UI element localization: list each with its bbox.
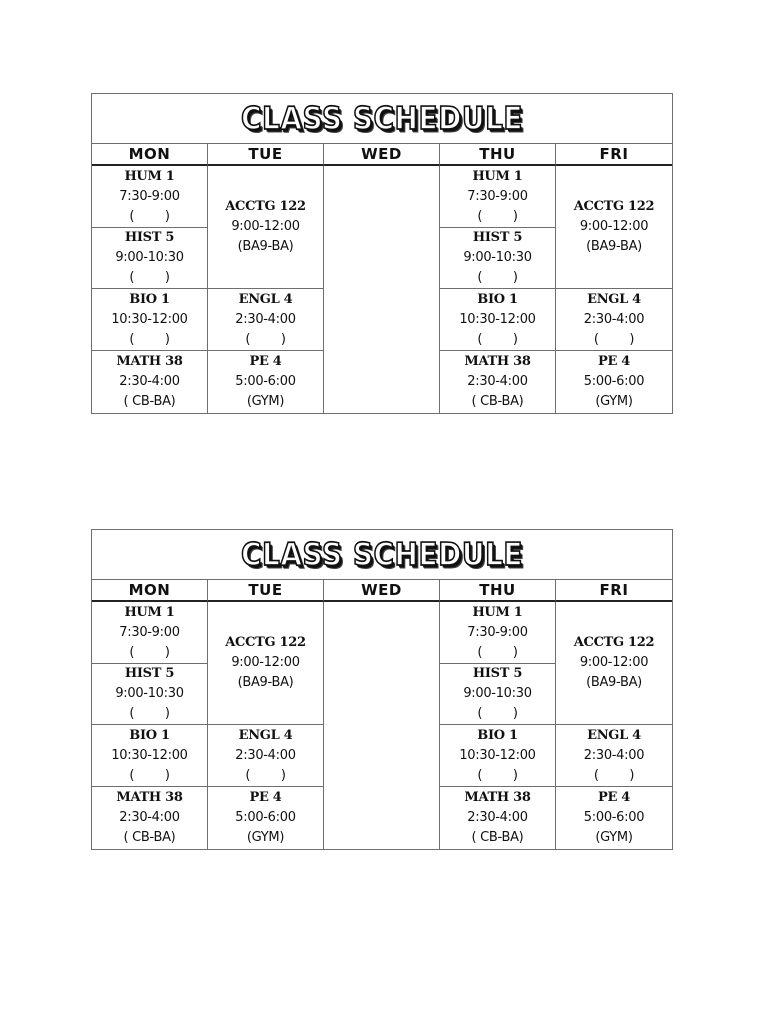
class-cell-thu-bio1 — [440, 289, 556, 351]
class-schedule-card — [91, 93, 673, 414]
day-header-fri: FRI — [556, 144, 672, 166]
day-header-fri: FRI — [556, 580, 672, 602]
class-schedule-card — [91, 529, 673, 850]
class-time: 9:00-12:00 — [231, 219, 300, 234]
class-room: ( ) — [129, 706, 170, 721]
day-header-tue: TUE — [208, 144, 324, 166]
class-cell-tue-engl4 — [208, 289, 324, 351]
class-time: 2:30-4:00 — [119, 810, 180, 825]
course-name: BIO 1 — [477, 727, 518, 743]
class-time: 2:30-4:00 — [583, 747, 645, 763]
class-time: 10:30-12:00 — [459, 311, 536, 327]
course-name: PE 4 — [597, 790, 631, 805]
day-header-wed: WED — [324, 580, 440, 602]
course-name: MATH 38 — [464, 790, 531, 805]
class-room: ( ) — [477, 331, 518, 347]
class-cell-tue-pe4 — [208, 351, 324, 413]
class-room: (BA9-BA) — [237, 675, 294, 690]
class-time: 5:00-6:00 — [235, 374, 296, 389]
course-name: HIST 5 — [472, 666, 523, 681]
course-name: ACCTG 122 — [225, 635, 306, 650]
class-cell-thu-hist5 — [440, 664, 556, 725]
class-time: 7:30-9:00 — [119, 188, 180, 204]
class-time: 9:00-12:00 — [579, 219, 649, 234]
class-cell-mon-bio1 — [92, 725, 208, 787]
day-header-mon: MON — [92, 580, 208, 602]
class-room: ( ) — [477, 644, 518, 660]
class-cell-mon-hum1 — [92, 166, 208, 228]
class-room: (GYM) — [246, 394, 285, 409]
course-name: HIST 5 — [124, 666, 175, 681]
course-name: HUM 1 — [124, 168, 175, 184]
course-name: BIO 1 — [129, 291, 170, 307]
class-room: ( ) — [477, 767, 518, 783]
course-name: HUM 1 — [472, 168, 523, 184]
class-time: 9:00-10:30 — [463, 250, 532, 265]
class-room: ( ) — [129, 644, 170, 660]
class-time: 9:00-10:30 — [463, 686, 532, 701]
course-name: ENGL 4 — [587, 291, 641, 307]
course-name: BIO 1 — [477, 291, 518, 307]
class-cell-thu-hist5 — [440, 228, 556, 289]
course-name: MATH 38 — [116, 354, 183, 369]
course-name: HIST 5 — [472, 230, 523, 245]
class-cell-thu-hum1 — [440, 602, 556, 664]
class-room: (GYM) — [595, 394, 633, 409]
class-cell-mon-hist5 — [92, 664, 208, 725]
class-room: ( ) — [245, 767, 286, 783]
course-name: ACCTG 122 — [573, 635, 655, 650]
class-cell-mon-math38 — [92, 351, 208, 413]
class-time: 10:30-12:00 — [111, 747, 188, 763]
class-cell-wed-empty — [324, 602, 440, 849]
class-room: (BA9-BA) — [586, 239, 642, 254]
class-cell-tue-engl4 — [208, 725, 324, 787]
class-time: 7:30-9:00 — [467, 624, 528, 640]
class-cell-mon-hist5 — [92, 228, 208, 289]
class-cell-tue-pe4 — [208, 787, 324, 849]
day-header-wed: WED — [324, 144, 440, 166]
class-time: 5:00-6:00 — [583, 810, 645, 825]
course-name: ACCTG 122 — [225, 199, 306, 214]
day-header-tue: TUE — [208, 580, 324, 602]
class-room: ( ) — [129, 208, 170, 224]
class-room: ( CB-BA) — [471, 394, 524, 409]
class-cell-fri-acctg122 — [556, 602, 672, 725]
class-time: 10:30-12:00 — [111, 311, 188, 327]
class-time: 2:30-4:00 — [235, 311, 296, 327]
course-name: ENGL 4 — [587, 727, 641, 743]
class-room: (BA9-BA) — [586, 675, 642, 690]
title-bar — [92, 530, 672, 580]
class-room: ( CB-BA) — [123, 394, 176, 409]
class-cell-fri-engl4 — [556, 725, 672, 787]
course-name: MATH 38 — [464, 354, 531, 369]
day-header-thu: THU — [440, 580, 556, 602]
class-time: 5:00-6:00 — [235, 810, 296, 825]
schedule-grid — [92, 144, 672, 413]
course-name: HUM 1 — [472, 604, 523, 620]
class-cell-thu-hum1 — [440, 166, 556, 228]
course-name: HUM 1 — [124, 604, 175, 620]
class-room: ( ) — [477, 270, 518, 285]
class-room: ( ) — [593, 331, 635, 347]
class-cell-thu-math38 — [440, 787, 556, 849]
class-time: 9:00-12:00 — [231, 655, 300, 670]
course-name: HIST 5 — [124, 230, 175, 245]
class-room: ( CB-BA) — [123, 830, 176, 845]
class-cell-thu-bio1 — [440, 725, 556, 787]
course-name: ENGL 4 — [238, 291, 293, 307]
class-room: ( ) — [129, 331, 170, 347]
class-time: 9:00-12:00 — [579, 655, 649, 670]
class-room: ( ) — [477, 706, 518, 721]
class-cell-tue-acctg122 — [208, 166, 324, 289]
class-room: ( ) — [593, 767, 635, 783]
class-time: 7:30-9:00 — [119, 624, 180, 640]
class-time: 7:30-9:00 — [467, 188, 528, 204]
class-time: 9:00-10:30 — [115, 686, 184, 701]
class-room: ( CB-BA) — [471, 830, 524, 845]
class-cell-mon-bio1 — [92, 289, 208, 351]
class-cell-tue-acctg122 — [208, 602, 324, 725]
class-cell-mon-hum1 — [92, 602, 208, 664]
class-time: 2:30-4:00 — [583, 311, 645, 327]
course-name: PE 4 — [249, 790, 282, 805]
course-name: BIO 1 — [129, 727, 170, 743]
day-header-mon: MON — [92, 144, 208, 166]
class-room: ( ) — [129, 767, 170, 783]
class-cell-fri-pe4 — [556, 787, 672, 849]
class-room: (GYM) — [246, 830, 285, 845]
class-time: 2:30-4:00 — [467, 810, 528, 825]
class-cell-fri-engl4 — [556, 289, 672, 351]
class-room: ( ) — [245, 331, 286, 347]
course-name: PE 4 — [249, 354, 282, 369]
class-room: (GYM) — [595, 830, 633, 845]
course-name: ENGL 4 — [238, 727, 293, 743]
class-room: ( ) — [477, 208, 518, 224]
schedule-title: CLASS SCHEDULE — [240, 535, 524, 573]
course-name: PE 4 — [597, 354, 631, 369]
class-time: 5:00-6:00 — [583, 374, 645, 389]
class-cell-thu-math38 — [440, 351, 556, 413]
class-time: 2:30-4:00 — [119, 374, 180, 389]
course-name: ACCTG 122 — [573, 199, 655, 214]
class-room: (BA9-BA) — [237, 239, 294, 254]
class-time: 2:30-4:00 — [467, 374, 528, 389]
class-cell-fri-pe4 — [556, 351, 672, 413]
class-cell-mon-math38 — [92, 787, 208, 849]
title-bar — [92, 94, 672, 144]
schedule-grid — [92, 580, 672, 849]
class-room: ( ) — [129, 270, 170, 285]
class-cell-wed-empty — [324, 166, 440, 413]
class-time: 10:30-12:00 — [459, 747, 536, 763]
schedule-title: CLASS SCHEDULE — [240, 99, 524, 137]
course-name: MATH 38 — [116, 790, 183, 805]
class-cell-fri-acctg122 — [556, 166, 672, 289]
day-header-thu: THU — [440, 144, 556, 166]
class-time: 2:30-4:00 — [235, 747, 296, 763]
class-time: 9:00-10:30 — [115, 250, 184, 265]
